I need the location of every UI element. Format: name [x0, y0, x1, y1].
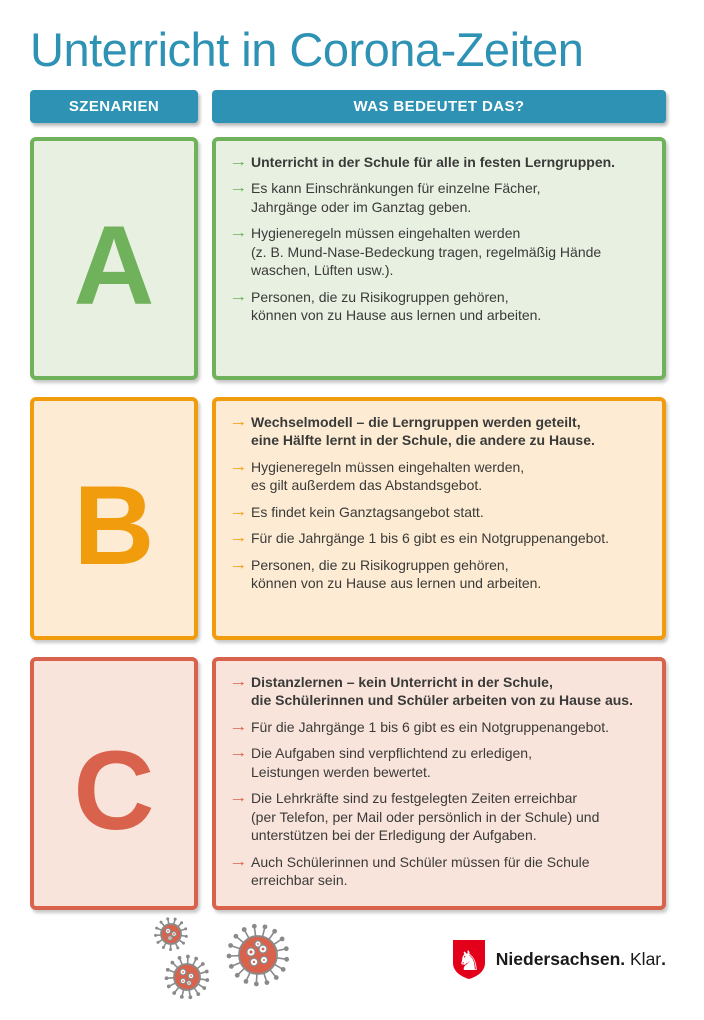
niedersachsen-logo — [452, 939, 666, 980]
niedersachsen-shield-icon — [452, 939, 486, 980]
arrow-icon: → — [229, 717, 248, 735]
list-item — [229, 413, 648, 450]
list-item — [229, 853, 648, 890]
list-item — [229, 673, 648, 710]
scenario-list — [30, 137, 666, 910]
brand-claim-period: . — [661, 948, 666, 969]
list-item — [229, 153, 648, 172]
column-header-was-bedeutet-das: WAS BEDEUTET DAS? — [212, 90, 666, 123]
list-item — [229, 556, 648, 593]
arrow-icon: → — [229, 179, 248, 197]
scenario-row-b — [30, 397, 666, 640]
list-item — [229, 224, 648, 280]
arrow-icon: → — [229, 287, 248, 305]
brand-claim: Klar — [625, 948, 662, 969]
arrow-icon: → — [229, 502, 248, 520]
arrow-icon: → — [229, 152, 248, 170]
scenario-letter-box-b — [30, 397, 198, 640]
column-header-row — [30, 90, 666, 123]
list-item-text: Wechselmodell – die Lerngruppen werden geteilt, eine Hälfte lernt in der Schule, die andere zu Hause. — [251, 413, 595, 449]
list-item — [229, 458, 648, 495]
scenario-letter-box-a — [30, 137, 198, 380]
list-item-text: Personen, die zu Risikogruppen gehören, können von zu Hause aus lernen und arbeiten. — [251, 288, 542, 324]
list-item — [229, 744, 648, 781]
footer — [30, 915, 666, 1007]
list-item-text: Die Lehrkräfte sind zu festgelegten Zeiten erreichbar (per Telefon, per Mail oder persönlich in der Schule) und unterstützen bei der Erledigung der Aufgaben. — [251, 790, 600, 844]
list-item-text: Auch Schülerinnen und Schüler müssen für die Schule erreichbar sein. — [251, 853, 590, 889]
virus-icon — [154, 917, 188, 951]
scenario-letter-box-c — [30, 657, 198, 910]
arrow-icon: → — [229, 672, 248, 690]
list-item — [229, 288, 648, 325]
column-header-szenarien: SZENARIEN — [30, 90, 198, 123]
scenario-row-c — [30, 657, 666, 910]
brand-name: Niedersachsen. — [495, 948, 626, 969]
scenario-content-box-b — [212, 397, 666, 640]
list-item-text: Für die Jahrgänge 1 bis 6 gibt es ein Notgruppenangebot. — [251, 530, 610, 547]
virus-icon — [165, 954, 210, 999]
list-item-text: Unterricht in der Schule für alle in festen Lerngruppen. — [251, 153, 616, 170]
scenario-letter: B — [73, 463, 155, 589]
list-item-text: Die Aufgaben sind verpflichtend zu erledigen, Leistungen werden bewertet. — [251, 745, 532, 780]
brand-text — [496, 949, 666, 970]
list-item — [229, 789, 648, 845]
scenario-letter: A — [73, 203, 155, 329]
arrow-icon: → — [229, 457, 248, 475]
arrow-icon: → — [229, 744, 248, 762]
arrow-icon: → — [229, 529, 248, 547]
list-item — [229, 503, 648, 522]
arrow-icon: → — [229, 852, 248, 870]
arrow-icon: → — [229, 224, 248, 242]
list-item — [229, 718, 648, 737]
list-item — [229, 529, 648, 548]
list-item-text: Es kann Einschränkungen für einzelne Fächer, Jahrgänge oder im Ganztag geben. — [251, 180, 541, 215]
list-item-text: Es findet kein Ganztagsangebot statt. — [251, 503, 484, 520]
arrow-icon: → — [229, 412, 248, 430]
scenario-content-box-c — [212, 657, 666, 910]
list-item-text: Personen, die zu Risikogruppen gehören, können von zu Hause aus lernen und arbeiten. — [251, 556, 542, 592]
horse-icon: ♞ — [456, 945, 481, 976]
list-item-text: Für die Jahrgänge 1 bis 6 gibt es ein Notgruppenangebot. — [251, 718, 610, 735]
arrow-icon: → — [229, 789, 248, 807]
scenario-letter: C — [73, 728, 155, 854]
list-item-text: Hygieneregeln müssen eingehalten werden, es gilt außerdem das Abstandsgebot. — [251, 458, 525, 494]
page-title: Unterricht in Corona-Zeiten — [30, 23, 584, 76]
list-item-text: Distanzlernen – kein Unterricht in der Schule, die Schülerinnen und Schüler arbeiten von zu Hause aus. — [251, 673, 633, 709]
arrow-icon: → — [229, 555, 248, 573]
scenario-row-a — [30, 137, 666, 380]
list-item-text: Hygieneregeln müssen eingehalten werden (z. B. Mund-Nase-Bedeckung tragen, regelmäßig Hände waschen, Lüften usw.). — [251, 225, 602, 279]
virus-icon — [227, 923, 289, 986]
scenario-content-box-a — [212, 137, 666, 380]
coronavirus-icon — [138, 915, 308, 1007]
list-item — [229, 179, 648, 216]
